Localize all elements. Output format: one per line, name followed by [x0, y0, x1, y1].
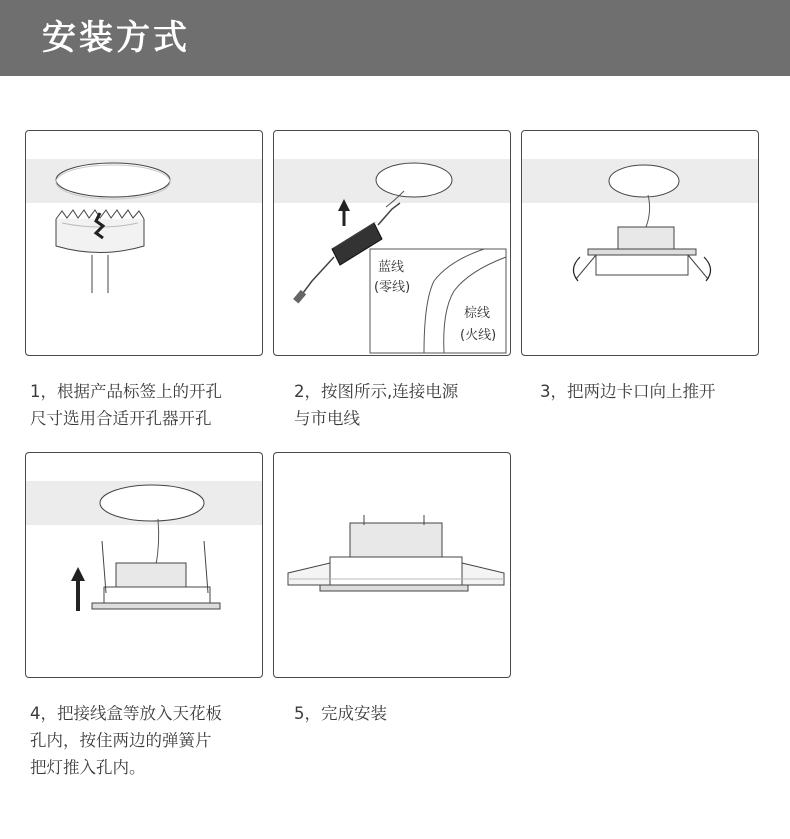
live-wire-label: (火线): [460, 328, 497, 343]
blue-wire-label: 蓝线: [378, 260, 405, 275]
step-2-caption: 2，按图所示,连接电源 与市电线: [294, 382, 459, 428]
step-1-illustration: [25, 130, 263, 356]
step-5-illustration: [273, 452, 511, 678]
brown-wire-label: 棕线: [464, 306, 491, 321]
downlight-icon: [92, 541, 220, 609]
downlight-icon: [576, 227, 708, 279]
up-arrow-icon: [338, 199, 350, 226]
step-4-caption: 4，把接线盒等放入天花板 孔内，按住两边的弹簧片 把灯推入孔内。: [30, 704, 222, 777]
installed-downlight-icon: [288, 515, 504, 591]
page-header: [0, 0, 790, 76]
step-1-caption: 1，根据产品标签上的开孔 尺寸选用合适开孔器开孔: [30, 382, 222, 428]
step-5-caption: 5，完成安装: [294, 704, 387, 723]
up-arrow-icon: [71, 567, 85, 611]
step-2-illustration: [273, 130, 511, 356]
step-4-illustration: [25, 452, 263, 678]
page-title: 安装方式: [42, 18, 190, 58]
neutral-wire-label: (零线): [374, 280, 411, 295]
hole-saw-icon: [56, 210, 144, 293]
step-3-illustration: [521, 130, 759, 356]
step-3-caption: 3，把两边卡口向上推开: [540, 382, 716, 401]
